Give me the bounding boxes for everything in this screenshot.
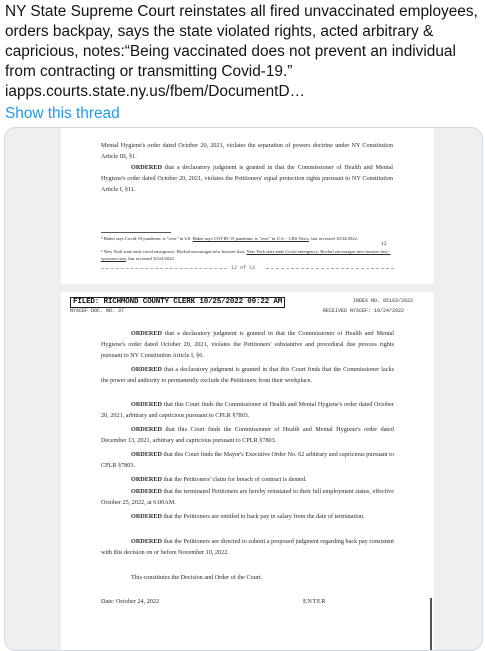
page12-para-equal-protection: ORDERED that a declaratory judgment is granted in that the Commissioner of Health and Mental Hygiene's order dated October 20, 2021, violates the Petitioners' equal protection rights pursuant to NY Constitution Article I, §11. [101,164,393,193]
footnote-5-link[interactable]: Biden says COVID-19 pandemic is "over" in U.S. - CBS News [192,236,309,241]
page-indicator: 12 of 13 [61,265,434,271]
order-para-workplace: ORDERED that a declaratory judgment is granted in that this Court finds that the Commissioner lacks the power and authority to permanently exclude the Petitioners from their workplace. [101,366,394,384]
tweet-line: orders backpay, says the state violated rights, acted arbitrary & [5,23,434,40]
tweet-line: NY State Supreme Court reinstates all fired unvaccinated employees, [5,3,478,20]
document-page-13 [61,292,434,651]
order-para-oct-order: ORDERED that this Court finds the Commissioner of Health and Mental Hygiene's order dated October 20, 2021, arbitrary and capricious pursuant to CPLR §7803. [101,401,394,419]
document-page-12 [61,128,434,284]
footnote-divider [101,232,171,233]
page-number: 12 [381,241,387,247]
show-thread-link[interactable]: Show this thread [5,105,120,122]
decision-date: Date: October 24, 2022 [101,598,160,605]
closing-statement: This constitutes the Decision and Order of the Court. [131,574,263,581]
order-para-contract: ORDERED that the Petitioners' claim for breach of contract is denied. [131,476,307,483]
tweet-media-image[interactable] [4,127,483,651]
order-para-executive-order: ORDERED that this Court finds the Mayor's Executive Order No. 62 arbitrary and capricious pursuant to CPLR §7803. [101,451,394,469]
footnote-6: ⁶ New York state ends covid emergency; Hochul encourages new booster shot, New York state ends Covid emergency; Hochul encourages new booster shot - syracuse.com, last accessed 10/24/2022. [101,249,391,261]
order-para-reinstated: ORDERED that the terminated Petitioners are hereby reinstated to their full employment status, effective October 25, 2022, at 6:00AM. [101,488,394,506]
footnote-5: ⁵ Biden says Covid-19 pandemic is "over" in US. Biden says COVID-19 pandemic is "over" in U.S. - CBS News, last accessed 10/24/2022. [101,236,359,241]
tweet-text [5,2,480,102]
viewer-scrollbar[interactable] [430,598,432,651]
order-para-due-process: ORDERED that a declaratory judgment is granted in that the Commissioner of Health and Mental Hygiene's order dated October 20, 2021, violates the Petitioners' substantive and procedural due process rights pursuant to NY Constitution Article I, §6. [101,330,394,359]
order-para-proposed-judgment: ORDERED that the Petitioners are directed to submit a proposed judgment regarding back pay consistent with this decision on or before November 10, 2022. [101,538,394,556]
order-para-dec-order: ORDERED that this Court finds the Commissioner of Health and Mental Hygiene's order dated December 13, 2021, arbitrary and capricious pursuant to CPLR §7803. [101,426,394,444]
nyscef-doc-no: NYSCEF DOC. NO. 37 [70,308,125,314]
index-no: INDEX NO. 85163/2022 [353,298,414,304]
order-para-back-pay: ORDERED that the Petitioners are entitled to back pay in salary from the date of termination. [131,513,365,520]
footnote-6-link[interactable]: New York state ends Covid emergency; Hochul encourages new booster shot - syracuse.com [101,249,391,261]
enter-label: ENTER [303,598,326,605]
received-nyscef: RECEIVED NYSCEF: 10/24/2022 [323,308,405,314]
page12-para-separation: Mental Hygiene's order dated October 20, 2021, violates the separation of powers doctrine under NY Constitution Article III, §1. [101,142,393,160]
tweet-link-line[interactable]: iapps.courts.state.ny.us/fbem/DocumentD… [5,83,305,100]
tweet-line: from contracting or transmitting Covid-19.” [5,63,293,80]
filed-stamp: FILED: RICHMOND COUNTY CLERK 10/25/2022 09:22 AM [70,297,285,308]
tweet-line: capricious, notes:“Being vaccinated does not prevent an individual [5,43,456,60]
